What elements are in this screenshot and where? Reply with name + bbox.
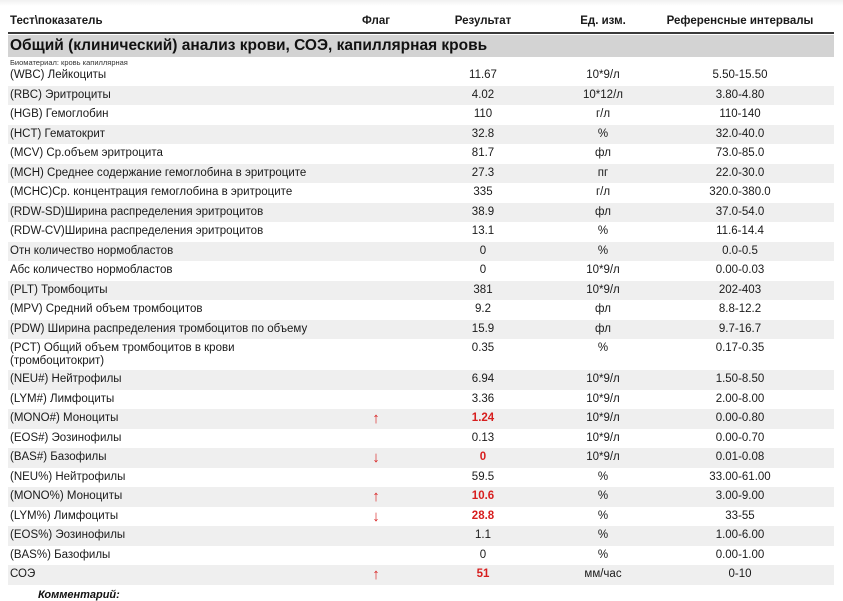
row-reference-range: 5.50-15.50 — [712, 69, 768, 81]
row-result: 381 — [473, 283, 493, 296]
row-reference-range: 0.00-1.00 — [715, 548, 765, 561]
row-test-name: Абс количество нормобластов — [10, 264, 173, 276]
page-top-edge — [0, 0, 843, 6]
row-unit: фл — [595, 147, 611, 159]
table-row — [8, 429, 834, 449]
row-test-name: (PLT) Тромбоциты — [10, 283, 108, 296]
row-test-name: (MCHC)Ср. концентрация гемоглобина в эритроците — [10, 186, 293, 198]
section-title: Общий (клинический) анализ крови, СОЭ, капиллярная кровь — [10, 37, 488, 54]
row-unit: 10*9/л — [586, 373, 620, 385]
table-row — [8, 546, 834, 566]
row-reference-range: 202-403 — [718, 283, 762, 296]
row-result: 0 — [479, 451, 487, 463]
row-result: 38.9 — [471, 205, 495, 218]
header-result: Результат — [454, 15, 512, 27]
row-result: 4.02 — [471, 88, 495, 101]
row-test-name: (LYM%) Лимфоциты — [10, 509, 119, 522]
row-reference-range: 1.00-6.00 — [715, 529, 765, 541]
row-unit: 10*9/л — [586, 412, 620, 424]
table-row — [8, 125, 834, 145]
table-row — [8, 320, 834, 340]
row-reference-range: 11.6-14.4 — [716, 225, 764, 237]
row-unit: фл — [595, 205, 611, 218]
row-flag-arrow-icon: ↑ — [372, 410, 380, 427]
header-reference: Референсные интервалы — [666, 15, 814, 27]
row-result: 32.8 — [471, 127, 495, 140]
row-result: 3.36 — [471, 392, 495, 405]
row-reference-range: 0.00-0.03 — [715, 264, 765, 276]
table-row — [8, 370, 834, 390]
row-test-name: (BAS%) Базофилы — [10, 548, 111, 561]
row-reference-range: 0.17-0.35 — [715, 342, 765, 354]
row-result: 335 — [473, 186, 493, 198]
header-unit: Ед. изм. — [580, 15, 626, 27]
row-reference-range: 33-55 — [725, 509, 755, 522]
row-reference-range: 0.0-0.5 — [722, 244, 758, 257]
row-unit: г/л — [595, 108, 611, 120]
biomaterial-note: Биоматериал: кровь капиллярная — [10, 58, 128, 67]
row-flag-arrow-icon: ↓ — [372, 507, 380, 525]
row-test-name: (EOS#) Эозинофилы — [10, 431, 122, 444]
row-reference-range: 8.8-12.2 — [718, 303, 762, 315]
row-reference-range: 0-10 — [728, 568, 752, 580]
row-test-name: (MCH) Среднее содержание гемоглобина в эритроците — [10, 166, 307, 179]
row-unit: % — [597, 509, 609, 522]
row-reference-range: 9.7-16.7 — [718, 322, 762, 335]
row-test-name: (EOS%) Эозинофилы — [10, 529, 126, 541]
row-flag-arrow-icon: ↓ — [372, 449, 380, 466]
row-unit: % — [597, 548, 609, 561]
row-result: 0.13 — [471, 431, 495, 444]
row-result: 0 — [479, 548, 487, 561]
row-test-name: (HGB) Гемоглобин — [10, 108, 109, 120]
table-row — [8, 281, 834, 301]
row-test-name: (MONO#) Моноциты — [10, 412, 119, 424]
row-result: 13.1 — [471, 225, 495, 237]
row-unit: % — [597, 490, 609, 502]
table-row — [8, 242, 834, 262]
row-unit: г/л — [595, 186, 611, 198]
row-unit: % — [597, 342, 609, 354]
row-flag-arrow-icon: ↑ — [372, 488, 380, 505]
row-reference-range: 0.00-0.70 — [715, 431, 765, 444]
row-result: 81.7 — [471, 147, 495, 159]
row-result: 1.24 — [471, 412, 495, 424]
row-unit: 10*9/л — [586, 431, 620, 444]
row-test-name: (RDW-CV)Ширина распределения эритроцитов — [10, 225, 264, 237]
table-row — [8, 468, 834, 488]
table-row — [8, 203, 834, 223]
row-test-name: (MPV) Средний объем тромбоцитов — [10, 303, 203, 315]
row-result: 0 — [479, 264, 487, 276]
row-test-name: (PCT) Общий объем тромбоцитов в крови (тромбоцитокрит) — [10, 342, 235, 367]
row-unit: пг — [597, 166, 609, 179]
row-test-name: (RBC) Эритроциты — [10, 88, 111, 101]
row-result: 59.5 — [471, 470, 495, 483]
row-result: 0 — [479, 244, 487, 257]
row-reference-range: 320.0-380.0 — [709, 186, 771, 198]
row-unit: % — [597, 225, 609, 237]
row-reference-range: 32.0-40.0 — [715, 127, 765, 140]
row-reference-range: 110-140 — [719, 108, 761, 120]
table-row — [8, 487, 834, 507]
table-row — [8, 144, 834, 164]
table-row — [8, 448, 834, 468]
table-row — [8, 105, 834, 125]
row-result: 9.2 — [475, 303, 491, 315]
results-table — [8, 66, 834, 585]
row-result: 15.9 — [471, 322, 495, 335]
table-row — [8, 222, 834, 242]
row-result: 6.94 — [471, 373, 495, 385]
row-unit: фл — [595, 322, 611, 335]
row-reference-range: 37.0-54.0 — [715, 205, 765, 218]
table-row — [8, 339, 834, 370]
row-flag-arrow-icon: ↑ — [372, 566, 380, 583]
table-row — [8, 261, 834, 281]
row-unit: % — [597, 127, 609, 140]
row-test-name: Отн количество нормобластов — [10, 244, 174, 257]
row-unit: мм/час — [584, 568, 622, 580]
row-test-name: (MCV) Ср.объем эритроцита — [10, 147, 163, 159]
row-test-name: (NEU%) Нейтрофилы — [10, 470, 126, 483]
table-row — [8, 409, 834, 429]
row-unit: % — [597, 470, 609, 483]
table-row — [8, 86, 834, 106]
row-result: 1.1 — [475, 529, 491, 541]
table-row — [8, 164, 834, 184]
row-result: 110 — [473, 108, 493, 120]
header-flag: Флаг — [361, 15, 391, 27]
row-unit: фл — [595, 303, 611, 315]
row-test-name: (RDW-SD)Ширина распределения эритроцитов — [10, 205, 264, 218]
row-reference-range: 73.0-85.0 — [715, 147, 765, 159]
row-test-name: (NEU#) Нейтрофилы — [10, 373, 122, 385]
row-reference-range: 3.00-9.00 — [715, 490, 765, 502]
header-test: Тест\показатель — [10, 15, 103, 27]
row-reference-range: 33.00-61.00 — [709, 470, 771, 483]
row-test-name: (HCT) Гематокрит — [10, 127, 106, 140]
row-unit: 10*9/л — [586, 69, 620, 81]
row-reference-range: 1.50-8.50 — [715, 373, 765, 385]
row-test-name: (MONO%) Моноциты — [10, 490, 123, 502]
row-unit: 10*12/л — [583, 88, 623, 101]
table-header — [8, 10, 834, 34]
row-unit: 10*9/л — [586, 392, 620, 405]
row-unit: % — [597, 244, 609, 257]
table-row — [8, 565, 834, 585]
row-result: 10.6 — [471, 490, 495, 502]
row-result: 28.8 — [471, 509, 495, 522]
row-test-name: СОЭ — [10, 568, 36, 580]
row-result: 0.35 — [471, 342, 495, 354]
table-row — [8, 507, 834, 527]
table-row — [8, 183, 834, 203]
row-unit: % — [597, 529, 609, 541]
row-unit: 10*9/л — [586, 264, 620, 276]
row-test-name: (PDW) Ширина распределения тромбоцитов по объему — [10, 322, 308, 335]
row-reference-range: 0.01-0.08 — [715, 451, 765, 463]
row-reference-range: 22.0-30.0 — [715, 166, 765, 179]
row-result: 27.3 — [471, 166, 495, 179]
table-row — [8, 526, 834, 546]
row-reference-range: 0.00-0.80 — [715, 412, 765, 424]
section-title-bar — [8, 35, 834, 57]
row-result: 11.67 — [469, 69, 497, 81]
row-reference-range: 3.80-4.80 — [715, 88, 765, 101]
row-test-name: (BAS#) Базофилы — [10, 451, 107, 463]
comment-label: Комментарий: — [38, 589, 120, 601]
row-unit: 10*9/л — [586, 283, 620, 296]
row-test-name: (WBC) Лейкоциты — [10, 69, 107, 81]
table-row — [8, 66, 834, 86]
table-row — [8, 390, 834, 410]
row-result: 51 — [476, 568, 490, 580]
row-reference-range: 2.00-8.00 — [715, 392, 765, 405]
row-unit: 10*9/л — [586, 451, 620, 463]
table-row — [8, 300, 834, 320]
row-test-name: (LYM#) Лимфоциты — [10, 392, 115, 405]
